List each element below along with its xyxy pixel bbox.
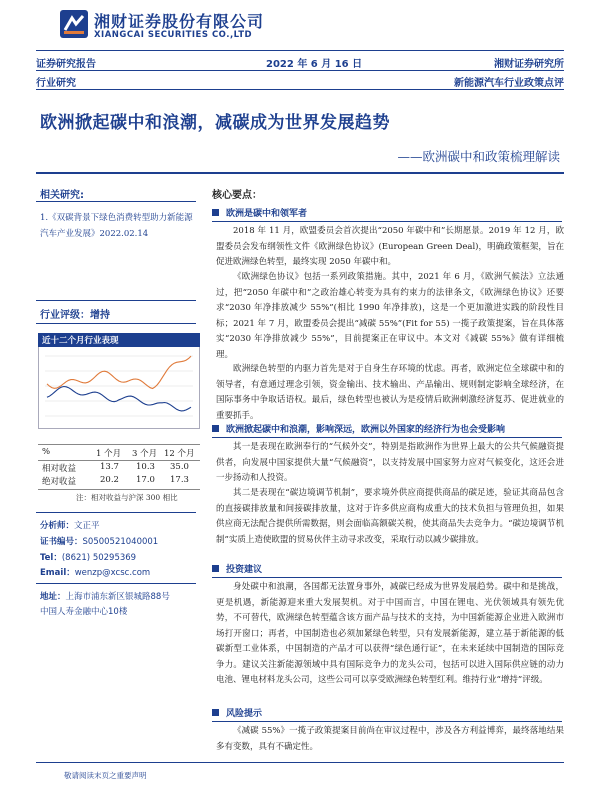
bullet-square-icon — [212, 565, 219, 572]
core-points-heading: 核心要点： — [212, 190, 262, 201]
section-heading: 欧洲掀起碳中和浪潮，影响深远，欧洲以外国家的经济行为也会受影响 — [212, 422, 505, 436]
body-paragraph: 其二是表现在“碳边境调节机制”，要求境外供应商提供商品的碳足迹，验证其商品包含的直接碳排放量和间接碳排放量，这对于许多供应商构成重大的技术负担与管理负担，如果供应商无法配合提供所需数据，则会面临高额碳关税，使其商品失去竞争力。“碳边境调节机制”实质上造使欧盟的贸易伙伴主动寻求改变，采取行动以减少碳排放。 — [216, 488, 564, 545]
table-row — [38, 475, 200, 487]
table-cell: 35.0 — [170, 462, 189, 472]
table-rule — [38, 489, 200, 490]
section-rule — [212, 721, 562, 722]
report-category: 行业研究 — [36, 78, 76, 89]
section-rule — [212, 221, 562, 222]
cert-line — [40, 535, 158, 547]
section-heading: 欧洲是碳中和领军者 — [212, 206, 307, 220]
tel-number: (8621) 50295369 — [61, 553, 137, 563]
analyst-line — [40, 519, 100, 531]
sidebar-rule — [36, 323, 196, 324]
email-line — [40, 566, 150, 578]
table-cell: 13.7 — [100, 462, 119, 472]
table-cell: 17.0 — [136, 475, 155, 485]
table-header: 3 个月 — [132, 449, 158, 459]
related-heading: 相关研究: — [40, 190, 84, 201]
rating-heading: 行业评级：增持 — [40, 310, 110, 321]
table-header: 1 个月 — [96, 449, 122, 459]
chart-series-line — [47, 387, 191, 411]
analyst-label: 分析师： — [40, 521, 75, 531]
row-label: 绝对收益 — [42, 477, 77, 487]
page-title: 欧洲掀起碳中和浪潮，减碳成为世界发展趋势 — [40, 113, 390, 133]
analyst-name: 文正平 — [74, 521, 100, 531]
section-heading: 投资建议 — [212, 562, 262, 576]
address-block — [40, 590, 170, 620]
performance-chart-svg — [39, 334, 199, 428]
body-paragraph: 身处碳中和浪潮，各国都无法置身事外，减碳已经成为世界发展趋势。碳中和是挑战，更是机遇，新能源迎来重大发展契机。对于中国而言，中国在锂电、光伏领域具有领先优势，不可替代，欧洲绿色转型蕴含该方面产品与技术的支持，为中国新能源企业进入欧洲市场打开窗口；再者，中国制造也必须加紧绿色转型，只有发展新能源，建立基于新能源的低碳新型工业体系，中国制造的产品才可以获得“绿色通行证”，在未来延续中国制造的国际竞争力。建议关注新能源领域中具有国际竞争力的龙头公司，包括可以进入国际供应链的动力电池、锂电材料龙头公司，这些公司可以享受欧洲绿色转型红利。维持行业“增持”评级。 — [216, 582, 564, 685]
email-label: Email： — [40, 568, 75, 578]
bullet-square-icon — [212, 425, 219, 432]
sidebar-rule — [36, 512, 196, 513]
address-line-2: 中国人寿金融中心10楼 — [40, 607, 128, 617]
email-link[interactable]: wenzp@xcsc.com — [74, 568, 151, 578]
body-paragraph: 《减碳 55%》一揽子政策提案目前尚在审议过程中，涉及各方利益博弈，最终落地结果多有变数，具有不确定性。 — [216, 726, 564, 752]
row-label: 相对收益 — [42, 464, 77, 474]
company-logo — [60, 8, 280, 44]
address-label: 地址： — [40, 592, 66, 602]
table-cell: 20.2 — [100, 475, 119, 485]
address-line-1: 上海市浦东新区银城路88号 — [65, 592, 170, 602]
bullet-square-icon — [212, 209, 219, 216]
related-research-link[interactable]: 1.《双碳背景下绿色消费转型助力新能源汽车产业发展》2022.02.14 — [40, 213, 193, 239]
title-rule — [36, 172, 564, 174]
institute: 湘财证券研究所 — [494, 59, 564, 70]
header-rule — [36, 50, 564, 51]
company-name-cn: 湘财证券股份有限公司 — [94, 12, 265, 31]
company-name-en: XIANGCAI SECURITIES CO.,LTD — [94, 30, 253, 40]
table-cell: 10.3 — [136, 462, 155, 472]
report-type: 证券研究报告 — [36, 59, 96, 70]
table-header: % — [42, 447, 51, 457]
company-logo-icon — [60, 10, 88, 38]
report-series: 新能源汽车行业政策点评 — [454, 78, 564, 89]
table-rule — [38, 460, 200, 461]
tel-label: Tel： — [40, 553, 62, 563]
sidebar-rule — [36, 583, 196, 584]
body-paragraph: 《欧洲绿色协议》包括一系列政策措施。其中，2021 年 6 月，《欧洲气候法》立法通过，把“2050 年碳中和”之政治雄心转变为具有约束力的法律条文，《欧洲绿色协议》还要求“2030 年净排放减少 55%”(相比 1990 年净排放)，这是一个更加激进实践的阶段性目标；2021 年 7 月，欧盟委员会提出“减碳 55%”(Fit for 55) 一揽子政策提案，旨在具体落实“2030 年净排放减少 55%”，目前提案正在审议中。本文对《减碳 55%》做有详细梳理。 — [216, 272, 564, 360]
sidebar-rule — [36, 300, 196, 301]
table-header: 12 个月 — [164, 449, 195, 459]
chart-series-line — [47, 356, 191, 388]
header-row-2 — [36, 71, 564, 89]
page-subtitle: ——欧洲碳中和政策梳理解读 — [397, 149, 560, 164]
body-paragraph: 其一是表现在欧洲奉行的“气候外交”，特别是指欧洲作为世界上最大的公共气候融资提供者，向发展中国家提供大量“气候融资”，以支持发展中国家努力应对气候变化，这还会进一步扬动和人投资。 — [216, 442, 564, 483]
table-row — [38, 462, 200, 474]
sidebar-rule — [36, 201, 196, 202]
section-heading: 风险提示 — [212, 706, 262, 720]
table-cell: 17.3 — [170, 475, 189, 485]
body-paragraph: 欧洲绿色转型的内驱力首先是对于自身生存环境的忧虑。再者，欧洲定位全球碳中和的领导者，有意通过理念引领，资金输出、技术输出、产品输出、规则制定影响全球经济，在国际事务中争取话语权。最后，绿色转型也被认为是疫情后欧洲刺激经济复苏、促进就业的重要抓手。 — [216, 364, 564, 421]
header-rule — [36, 89, 564, 90]
section-rule — [212, 577, 562, 578]
industry-performance-chart — [38, 333, 200, 429]
chart-title: 近十二个月行业表现 — [38, 333, 200, 347]
section-rule — [212, 437, 562, 438]
cert-number: S0500521040001 — [82, 537, 159, 547]
header-row-1 — [36, 52, 564, 70]
bullet-square-icon — [212, 709, 219, 716]
footer-disclaimer: 敬请阅读末页之重要声明 — [64, 771, 147, 780]
performance-header-row — [38, 447, 200, 459]
table-note: 注：相对收益与沪深 300 相比 — [76, 493, 178, 502]
tel-line — [40, 551, 136, 563]
footer-rule — [36, 762, 564, 763]
cert-label: 证书编号： — [40, 537, 83, 547]
report-date: 2022 年 6 月 16 日 — [266, 59, 363, 70]
table-rule — [38, 444, 200, 445]
body-paragraph: 2018 年 11 月，欧盟委员会首次提出“2050 年碳中和”长期愿景。2019 年 12 月，欧盟委员会发布纲领性文件《欧洲绿色协议》(European Green Deal)，明确政策框架，旨在促进欧洲绿色转型，最终实现 2050 年碳中和。 — [216, 226, 564, 267]
